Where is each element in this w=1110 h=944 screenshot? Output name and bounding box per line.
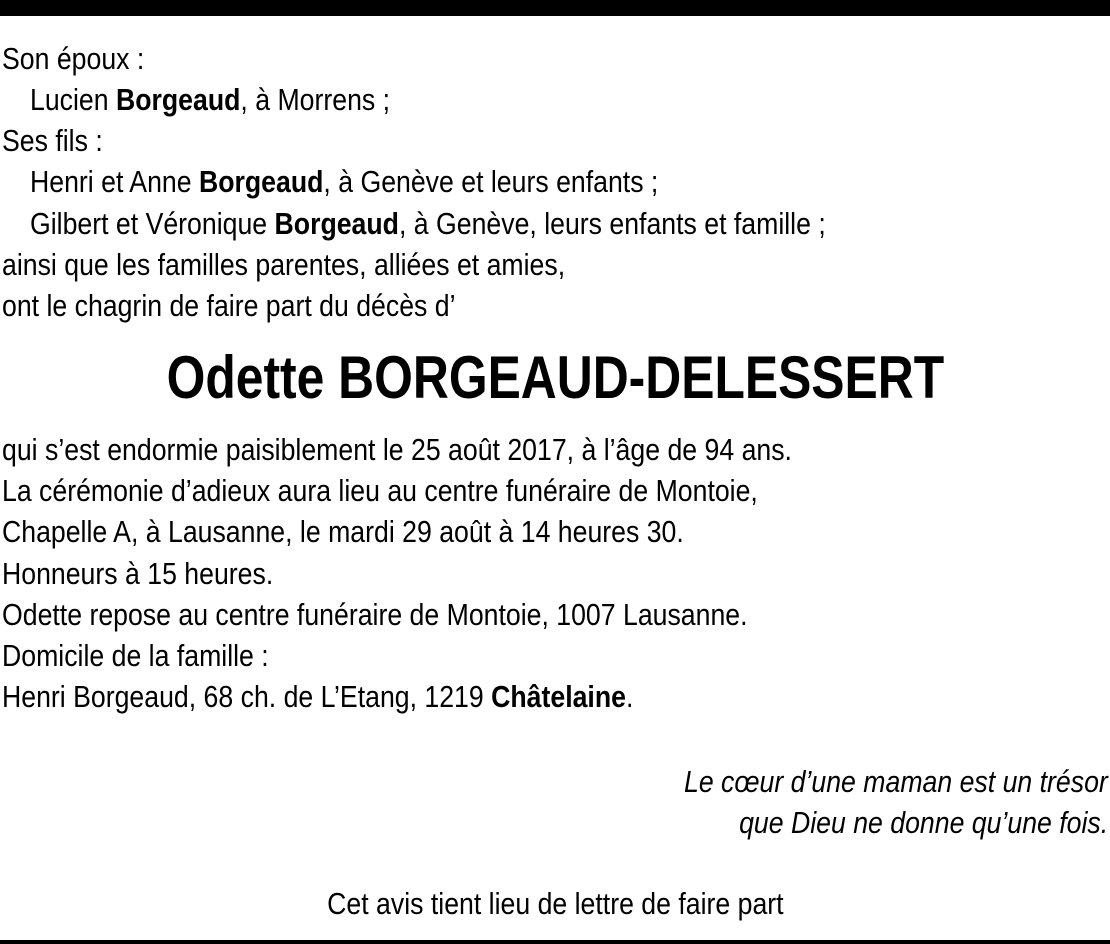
son2-first-names: Gilbert et Véronique [30,206,268,241]
death-line: qui s’est endormie paisiblement le 25 août 2017, à l’âge de 94 ans. [2,432,792,467]
bottom-rule [0,940,1110,944]
son1-first-names: Henri et Anne [30,164,192,199]
son1-line [30,162,658,202]
ceremony-line-2: Chapelle A, à Lausanne, le mardi 29 août à 14 heures 30. [2,514,684,549]
footer-note [0,884,1110,924]
son2-line [30,204,826,244]
rest-place-line: Odette repose au centre funéraire de Montoie, 1007 Lausanne. [2,597,748,632]
footer-text: Cet avis tient lieu de lettre de faire part [326,886,784,921]
son2-location: , à Genève, leurs enfants et famille ; [398,206,826,241]
ceremony-line-1: La cérémonie d’adieux aura lieu au centre funéraire de Montoie, [2,473,758,508]
quote-line-1: Le cœur d’une maman est un trésor [684,764,1108,799]
son2-surname: Borgeaud [274,206,399,241]
relatives-line: ainsi que les familles parentes, alliées et amies, [2,247,566,282]
deceased-name [0,340,1110,416]
address-end: . [625,679,634,714]
son1-location: , à Genève et leurs enfants ; [323,164,659,199]
address-line [2,677,633,717]
son1-surname: Borgeaud [198,164,324,199]
spouse-first-name: Lucien [30,82,109,117]
spouse-surname: Borgeaud [115,82,241,117]
spouse-location: , à Morrens ; [240,82,391,117]
quote-line-2: que Dieu ne donne qu’une fois. [738,805,1108,840]
sons-heading: Ses fils : [2,123,103,158]
domicile-heading: Domicile de la famille : [2,638,269,673]
spouse-heading: Son époux : [2,41,145,76]
deceased-name-text: Odette BORGEAUD-DELESSERT [166,344,944,411]
address-text: Henri Borgeaud, 68 ch. de L’Etang, 1219 [2,679,492,714]
address-town: Châtelaine [491,679,626,714]
spouse-line [30,80,390,120]
top-rule [0,0,1110,16]
honours-line: Honneurs à 15 heures. [2,556,274,591]
announcement-line: ont le chagrin de faire part du décès d’ [2,288,456,323]
